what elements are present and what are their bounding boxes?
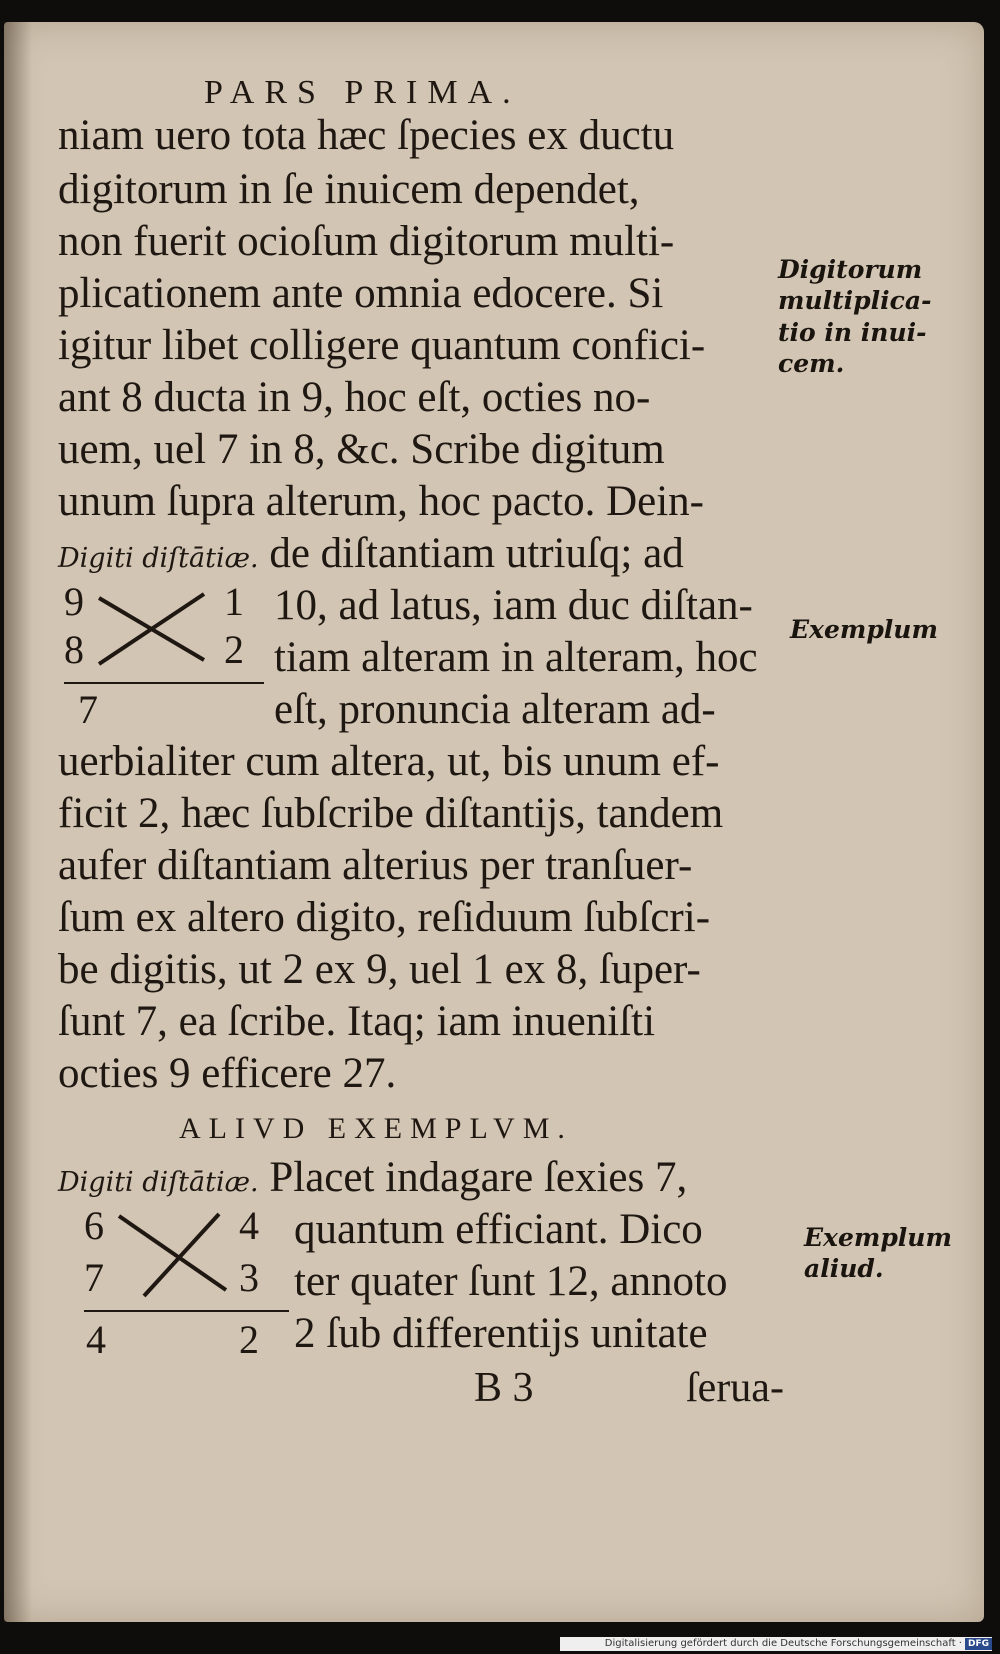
text-line: ficit 2, hæc ſubſcribe diſtantijs, tandem (58, 790, 724, 837)
digit-bottom-left: 7 (84, 1255, 104, 1300)
text-line: 2 ſub differentijs unitate (294, 1310, 708, 1357)
digit-result-left: 4 (86, 1317, 106, 1362)
text-line: quantum efficiant. Dico (294, 1206, 703, 1253)
text-line: octies 9 efficere 27. (58, 1050, 397, 1097)
margin-note-exemplum: Exemplum (790, 615, 938, 644)
digit-result: 7 (78, 687, 98, 732)
footer-text: Digitalisierung gefördert durch die Deutsche Forschungsgemeinschaft · (604, 1638, 962, 1649)
text-line: unum ſupra alterum, hoc pacto. Dein- (58, 478, 704, 525)
text-line: be digitis, ut 2 ex 9, uel 1 ex 8, ſuper- (58, 946, 701, 993)
text-span: Placet indagare ſexies 7, (269, 1154, 688, 1201)
margin-note-line: Digitorum (778, 255, 923, 284)
digit-top-right: 4 (239, 1203, 259, 1248)
text-line: ant 8 ducta in 9, hoc eſt, octies no- (58, 374, 651, 421)
divider-rule (64, 682, 264, 684)
text-line: 10, ad latus, iam duc diſtan- (274, 582, 753, 629)
gutter-shadow (4, 22, 32, 1622)
multiplication-diagram-2 (84, 1203, 284, 1362)
digit-bottom-right: 2 (224, 627, 244, 672)
digitization-footer (560, 1637, 992, 1651)
margin-note-exemplum-aliud (804, 1222, 952, 1285)
cross-mark (114, 1210, 234, 1298)
running-title: PARS PRIMA. (204, 74, 521, 111)
text-line: niam uero tota hæc ſpecies ex ductu (58, 112, 675, 159)
digit-result-right: 2 (239, 1317, 259, 1362)
inline-label: Digiti diſtātiæ. (58, 543, 259, 574)
text-line: non fuerit ocioſum digitorum multi- (58, 218, 675, 265)
digit-bottom-right: 3 (239, 1255, 259, 1300)
margin-note-line: cem. (778, 348, 845, 378)
text-line: ſunt 7, ea ſcribe. Itaq; iam inueniſti (58, 998, 656, 1045)
signature-mark: B 3 (474, 1365, 534, 1411)
digit-top-left: 6 (84, 1203, 104, 1248)
text-line: digitorum in ſe inuicem dependet, (58, 166, 640, 213)
margin-note-line: Exemplum (804, 1223, 952, 1252)
catchword: ſerua- (686, 1365, 784, 1411)
text-line: uerbialiter cum altera, ut, bis unum ef- (58, 738, 720, 785)
book-page (4, 22, 984, 1622)
dfg-logo: DFG (965, 1638, 992, 1650)
text-line: igitur libet colligere quantum confici- (58, 322, 706, 369)
text-line: uem, uel 7 in 8, &c. Scribe digitum (58, 426, 665, 473)
cross-mark (94, 588, 214, 668)
digit-top-left: 9 (64, 579, 84, 624)
text-line: ſum ex altero digito, reſiduum ſubſcri- (58, 894, 711, 941)
text-line: plicationem ante omnia edocere. Si (58, 270, 664, 317)
margin-note-digitorum (778, 254, 931, 379)
text-line (58, 532, 684, 575)
digit-bottom-left: 8 (64, 627, 84, 672)
margin-note-line: tio in inui- (778, 317, 927, 347)
digit-top-right: 1 (224, 579, 244, 624)
text-line: eſt, pronuncia alteram ad- (274, 686, 716, 733)
text-line: aufer diſtantiam alterius per tranſuer- (58, 842, 693, 889)
text-line: ter quater ſunt 12, annoto (294, 1258, 728, 1305)
inline-label: Digiti diſtātiæ. (58, 1167, 259, 1198)
text-line: tiam alteram in alteram, hoc (274, 634, 758, 681)
margin-note-line: aliud. (804, 1254, 884, 1284)
text-span: de diſtantiam utriuſq; ad (269, 530, 684, 577)
multiplication-diagram-1 (64, 579, 264, 732)
section-subheading: ALIVD EXEMPLVM. (179, 1112, 573, 1145)
text-line (58, 1156, 687, 1199)
divider-rule (84, 1310, 289, 1312)
margin-note-line: multiplica- (778, 286, 932, 316)
